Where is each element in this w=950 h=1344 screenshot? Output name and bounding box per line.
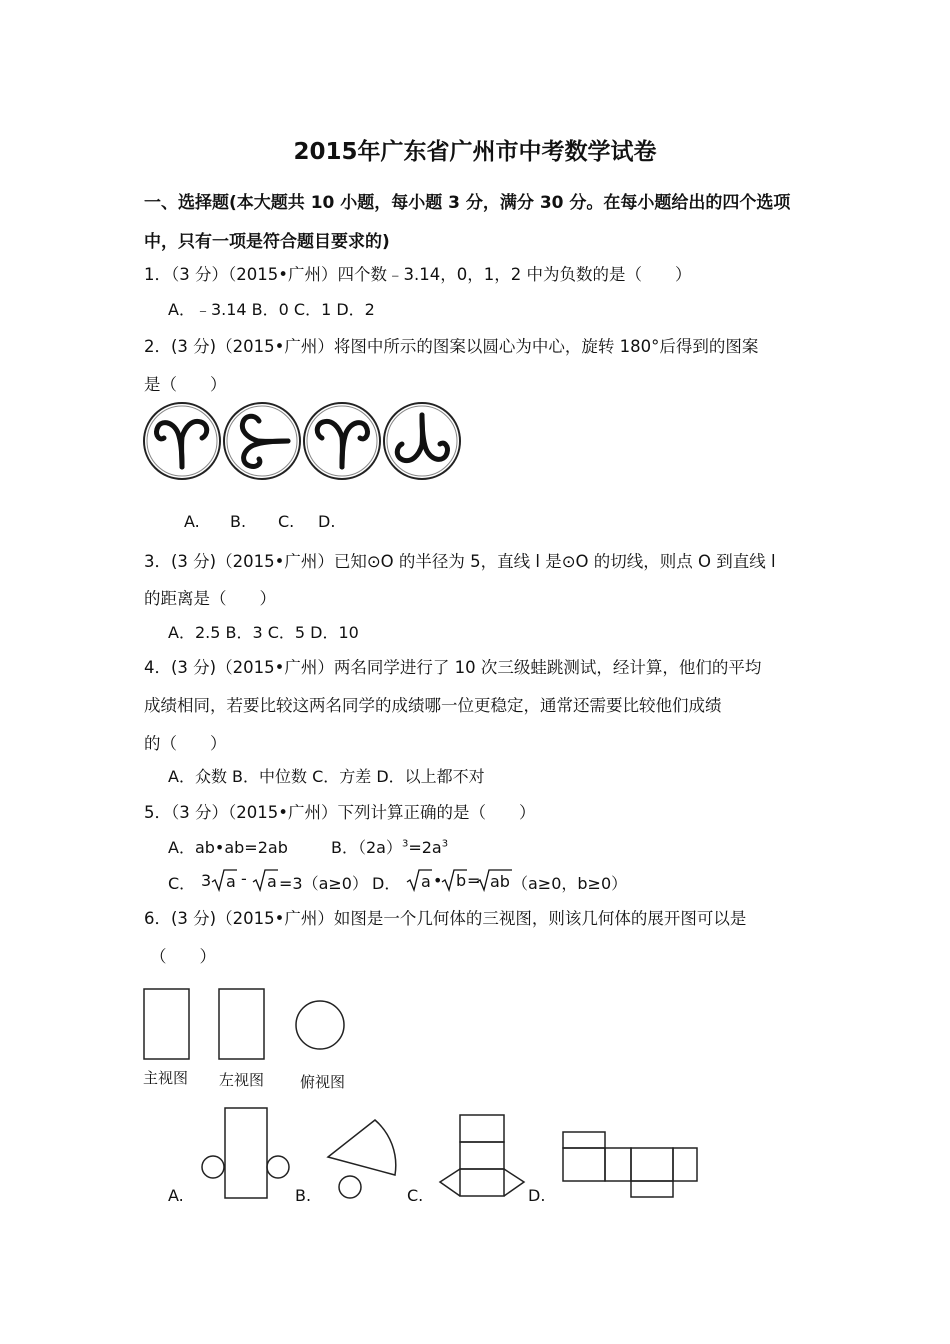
q2-option-figures — [140, 400, 470, 484]
net-a — [202, 1108, 289, 1198]
net-d — [563, 1132, 697, 1197]
q3-stem-line2: 的距离是（ ） — [144, 589, 276, 608]
section-header-line2: 中，只有一项是符合题目要求的) — [144, 232, 390, 252]
q5-option-b-exp1: 3 — [401, 838, 409, 850]
q5-option-c-label: C． — [168, 874, 196, 893]
q6-stem-line2: （ ） — [150, 947, 216, 966]
q5-option-d-label: D． — [372, 874, 401, 893]
q2-option-c: C. — [278, 512, 295, 531]
aries-figure-d — [384, 403, 460, 479]
top-view-label: 俯视图 — [300, 1073, 346, 1091]
q5-option-a: A．ab•ab=2ab — [168, 838, 288, 857]
q4-options: A．众数 B．中位数 C．方差 D．以上都不对 — [168, 767, 485, 786]
section-header-line1: 一、选择题(本大题共 10 小题，每小题 3 分，满分 30 分。在每小题给出的四个选项 — [144, 193, 791, 213]
q5-option-b-mid: =2a — [408, 838, 442, 857]
q2-option-b: B. — [230, 512, 247, 531]
q6-three-views — [140, 985, 360, 1065]
q4-stem-line3: 的（ ） — [144, 734, 227, 753]
q6-option-c: C. — [407, 1186, 424, 1205]
aries-figure-b — [224, 403, 300, 479]
aries-figure-c — [304, 403, 380, 479]
q6-stem-line1: 6．(3 分)（2015•广州）如图是一个几何体的三视图，则该几何体的展开图可以是 — [144, 909, 747, 928]
q5-option-c-coef: 3 — [201, 871, 212, 890]
page-title: 2015年广东省广州市中考数学试卷 — [293, 139, 657, 165]
left-view-rect — [219, 989, 264, 1059]
q6-option-b: B. — [295, 1186, 312, 1205]
q6-option-a: A. — [168, 1186, 184, 1205]
q1-stem: 1．（3 分）（2015•广州）四个数﹣3.14，0，1，2 中为负数的是（ ） — [144, 265, 692, 284]
q2-stem-line1: 2．(3 分)（2015•广州）将图中所示的图案以圆心为中心，旋转 180°后得到的图案 — [144, 337, 759, 356]
q3-stem-line1: 3．(3 分)（2015•广州）已知⊙O 的半径为 5，直线 l 是⊙O 的切线，则点 O 到直线 l — [144, 552, 776, 571]
net-c — [440, 1115, 524, 1196]
q6-option-d: D. — [528, 1186, 546, 1205]
net-b — [328, 1120, 396, 1198]
q5-option-c-rad1: a — [226, 872, 236, 891]
q5-option-d-rad1: a — [421, 872, 431, 891]
q1-options: A．﹣3.14 B．0 C．1 D．2 — [168, 300, 375, 319]
q5-option-b-pre: B．（2a） — [331, 838, 402, 857]
q6-option-nets — [195, 1105, 705, 1205]
q5-stem: 5．（3 分）（2015•广州）下列计算正确的是（ ） — [144, 803, 536, 822]
front-view-label: 主视图 — [143, 1069, 189, 1087]
q5-option-c-tail: =3（a≥0） — [279, 874, 368, 893]
q5-option-c-minus: - — [241, 869, 247, 888]
left-view-label: 左视图 — [219, 1071, 265, 1089]
aries-figure-a — [144, 403, 220, 479]
q5-option-d-rad3: ab — [490, 872, 510, 891]
q2-option-d: D. — [318, 512, 336, 531]
q3-options: A．2.5 B．3 C．5 D．10 — [168, 623, 359, 642]
top-view-circle — [296, 1001, 344, 1049]
q5-option-d-rad2: b — [456, 871, 467, 890]
q5-option-b — [331, 835, 448, 858]
q5-option-d-dot: • — [433, 871, 443, 890]
q2-option-a: A. — [184, 512, 200, 531]
q5-option-c-rad2: a — [267, 872, 277, 891]
q5-option-b-exp2: 3 — [441, 838, 449, 850]
q5-option-d-tail: （a≥0，b≥0） — [512, 874, 628, 893]
q4-stem-line1: 4．(3 分)（2015•广州）两名同学进行了 10 次三级蛙跳测试，经计算，他们的平均 — [144, 658, 762, 677]
front-view-rect — [144, 989, 189, 1059]
q4-stem-line2: 成绩相同，若要比较这两名同学的成绩哪一位更稳定，通常还需要比较他们成绩 — [144, 696, 722, 715]
q2-stem-line2: 是（ ） — [144, 375, 227, 394]
q5-option-d-eq: = — [467, 871, 481, 890]
